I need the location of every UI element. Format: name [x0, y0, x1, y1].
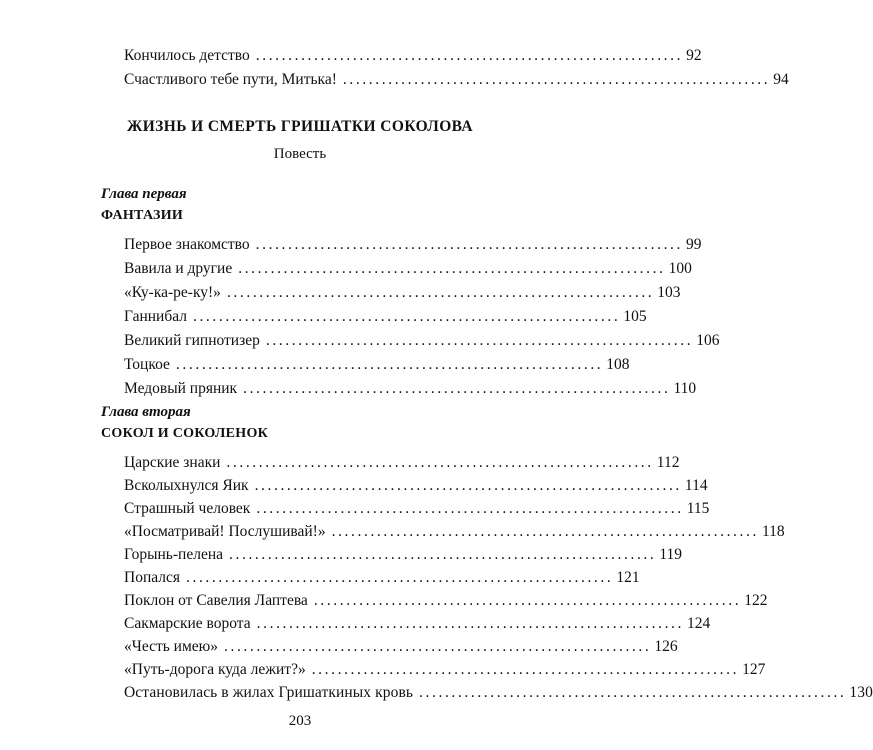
toc-entry — [124, 331, 720, 351]
toc-entry-page: 114 — [684, 477, 708, 494]
toc-entry — [124, 235, 702, 255]
chapter-name: ФАНТАЗИИ — [101, 208, 184, 223]
toc-entry-page: 121 — [616, 569, 640, 586]
toc-entry — [124, 476, 708, 496]
toc-entry-title: Всколыхнулся Яик — [124, 477, 249, 494]
toc-entry-title: Сакмарские ворота — [124, 615, 251, 632]
leader-dots: .................................................................. — [226, 284, 655, 301]
toc-entry-title: Кончилось детство — [124, 47, 250, 64]
toc-entry-title: «Ку-ка-ре-ку!» — [124, 284, 221, 301]
toc-entry-page: 105 — [623, 308, 647, 325]
leader-dots: .................................................................. — [224, 638, 652, 655]
leader-dots: .................................................................. — [265, 332, 694, 349]
toc-entry-page: 115 — [686, 500, 710, 517]
leader-dots: .................................................................. — [238, 260, 666, 277]
toc-entry — [124, 453, 680, 473]
toc-entry-page: 127 — [742, 661, 766, 678]
toc-entry-page: 108 — [606, 356, 630, 373]
chapter-name: СОКОЛ И СОКОЛЕНОК — [101, 426, 269, 441]
toc-entry-title: Медовый пряник — [124, 380, 238, 397]
toc-entry — [124, 70, 789, 90]
leader-dots: .................................................................. — [175, 356, 604, 373]
leader-dots: .................................................................. — [313, 592, 742, 609]
toc-entry — [124, 379, 697, 399]
toc-entry-title: Царские знаки — [124, 454, 221, 471]
leader-dots: .................................................................. — [192, 308, 621, 325]
toc-entry — [124, 637, 678, 657]
toc-entry — [124, 545, 683, 565]
toc-entry-title: Горынь-пелена — [124, 546, 224, 563]
toc-entry-page: 100 — [668, 260, 692, 277]
leader-dots: .................................................................. — [331, 523, 759, 540]
toc-entry — [124, 660, 766, 680]
toc-entry — [124, 259, 692, 279]
toc-entry-page: 92 — [686, 47, 702, 64]
chapter-label: Глава вторая — [101, 404, 191, 420]
toc-entry — [124, 614, 711, 634]
toc-entry — [124, 522, 785, 542]
toc-entry — [124, 283, 681, 303]
leader-dots: .................................................................. — [226, 454, 654, 471]
toc-entry-title: Ганнибал — [124, 308, 187, 325]
page-number: 203 — [288, 713, 312, 729]
leader-dots: .................................................................. — [419, 684, 847, 701]
toc-entry-page: 122 — [744, 592, 768, 609]
toc-entry-title: Страшный человек — [124, 500, 251, 517]
leader-dots: .................................................................. — [186, 569, 614, 586]
toc-entry-title: Остановилась в жилах Гришаткиных кровь — [124, 684, 414, 701]
toc-entry-title: «Путь-дорога куда лежит?» — [124, 661, 306, 678]
toc-entry-page: 119 — [659, 546, 683, 563]
toc-entry-title: Тоцкое — [124, 356, 170, 373]
leader-dots: .................................................................. — [255, 47, 684, 64]
toc-entry-title: Великий гипнотизер — [124, 332, 260, 349]
leader-dots: .................................................................. — [311, 661, 740, 678]
toc-entry-title: Счастливого тебе пути, Митька! — [124, 71, 337, 88]
leader-dots: .................................................................. — [243, 380, 671, 397]
toc-entry-title: Попался — [124, 569, 180, 586]
toc-entry-title: Вавила и другие — [124, 260, 233, 277]
toc-entry — [124, 683, 873, 703]
toc-entry — [124, 499, 710, 519]
chapter-label: Глава первая — [101, 186, 187, 202]
toc-entry — [124, 568, 640, 588]
leader-dots: .................................................................. — [256, 500, 684, 517]
leader-dots: .................................................................. — [254, 477, 682, 494]
toc-entry — [124, 591, 768, 611]
toc-entry-page: 112 — [656, 454, 680, 471]
toc-entry-title: Поклон от Савелия Лаптева — [124, 592, 308, 609]
toc-entry-page: 130 — [849, 684, 873, 701]
toc-entry-page: 94 — [773, 71, 789, 88]
leader-dots: .................................................................. — [229, 546, 657, 563]
toc-entry-title: «Честь имею» — [124, 638, 218, 655]
toc-entry-page: 103 — [657, 284, 681, 301]
work-subtitle: Повесть — [273, 146, 327, 162]
toc-entry-title: «Посматривай! Послушивай!» — [124, 523, 326, 540]
toc-entry-title: Первое знакомство — [124, 236, 250, 253]
toc-entry-page: 118 — [761, 523, 785, 540]
toc-entry-page: 110 — [673, 380, 697, 397]
work-title: ЖИЗНЬ И СМЕРТЬ ГРИШАТКИ СОКОЛОВА — [126, 118, 474, 135]
toc-entry-page: 99 — [686, 236, 702, 253]
leader-dots: .................................................................. — [256, 615, 685, 632]
toc-entry — [124, 46, 702, 66]
toc-entry-page: 124 — [687, 615, 711, 632]
leader-dots: .................................................................. — [255, 236, 684, 253]
toc-entry-page: 126 — [654, 638, 678, 655]
leader-dots: .................................................................. — [342, 71, 771, 88]
toc-entry — [124, 355, 630, 375]
toc-entry-page: 106 — [696, 332, 720, 349]
toc-entry — [124, 307, 647, 327]
